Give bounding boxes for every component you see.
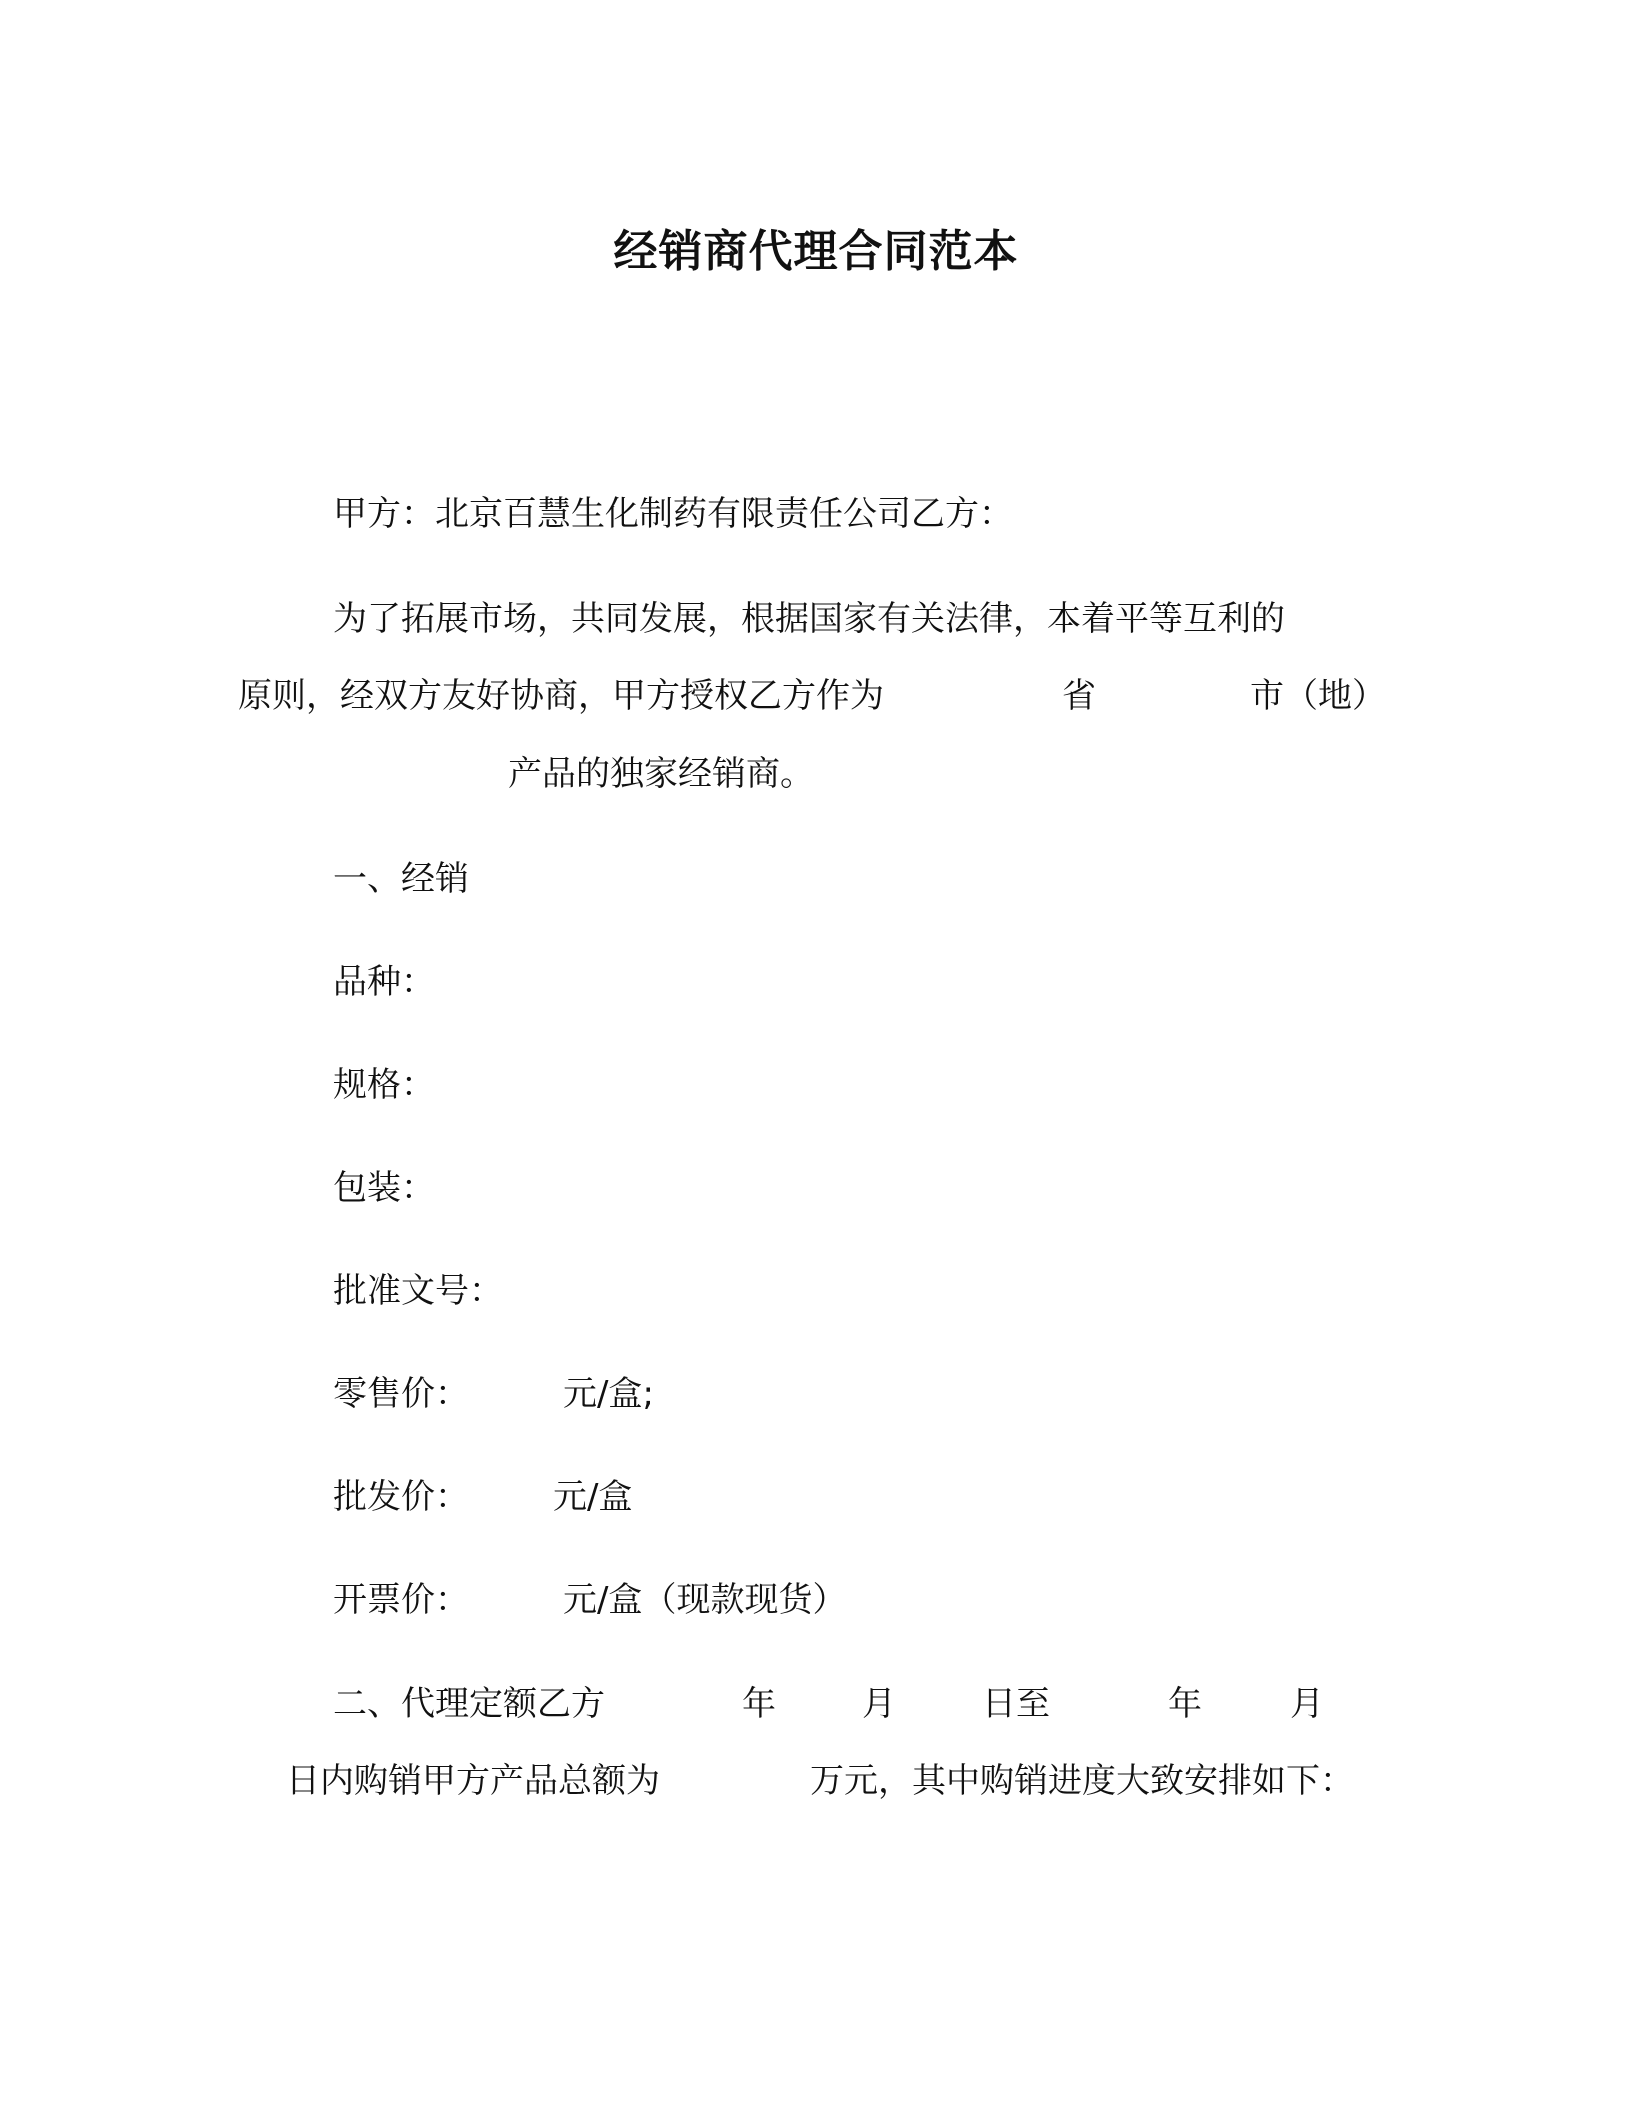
section2-year-2: 年: [1168, 1684, 1202, 1724]
section2-heading: 二、代理定额乙方: [333, 1684, 605, 1724]
section2-day-to: 日至: [982, 1684, 1050, 1724]
intro-line-2: [238, 672, 884, 720]
spec-label: 规格：: [333, 1065, 435, 1105]
section2-line-2-start: 日内购销甲方产品总额为: [286, 1761, 660, 1801]
approval-number-label: 批准文号：: [333, 1271, 503, 1311]
invoice-price-unit: 元/盒（现款现货）: [563, 1580, 847, 1620]
intro-line-2-text: 原则，经双方友好协商，甲方授权乙方作为: [238, 676, 884, 716]
wholesale-price-unit: 元/盒: [553, 1477, 633, 1517]
retail-price-label: 零售价：: [333, 1374, 469, 1414]
section2-line-2-end: 万元，其中购销进度大致安排如下：: [810, 1761, 1354, 1801]
parties-line: 甲方：北京百慧生化制药有限责任公司乙方：: [333, 494, 1013, 534]
section1-heading: 一、经销: [333, 859, 469, 899]
section2-year-1: 年: [742, 1684, 776, 1724]
section2-month-1: 月: [862, 1684, 896, 1724]
intro-line-3: 产品的独家经销商。: [508, 754, 814, 794]
package-label: 包装：: [333, 1168, 435, 1208]
intro-province-label: 省: [1062, 676, 1096, 716]
document-title: 经销商代理合同范本: [613, 226, 1019, 277]
variety-label: 品种：: [333, 962, 435, 1002]
section2-month-2: 月: [1290, 1684, 1324, 1724]
invoice-price-label: 开票价：: [333, 1580, 469, 1620]
retail-price-unit: 元/盒;: [563, 1374, 654, 1414]
intro-line-1: 为了拓展市场，共同发展，根据国家有关法律，本着平等互利的: [333, 599, 1285, 639]
intro-city-label: 市（地）: [1250, 676, 1386, 716]
wholesale-price-label: 批发价：: [333, 1477, 469, 1517]
